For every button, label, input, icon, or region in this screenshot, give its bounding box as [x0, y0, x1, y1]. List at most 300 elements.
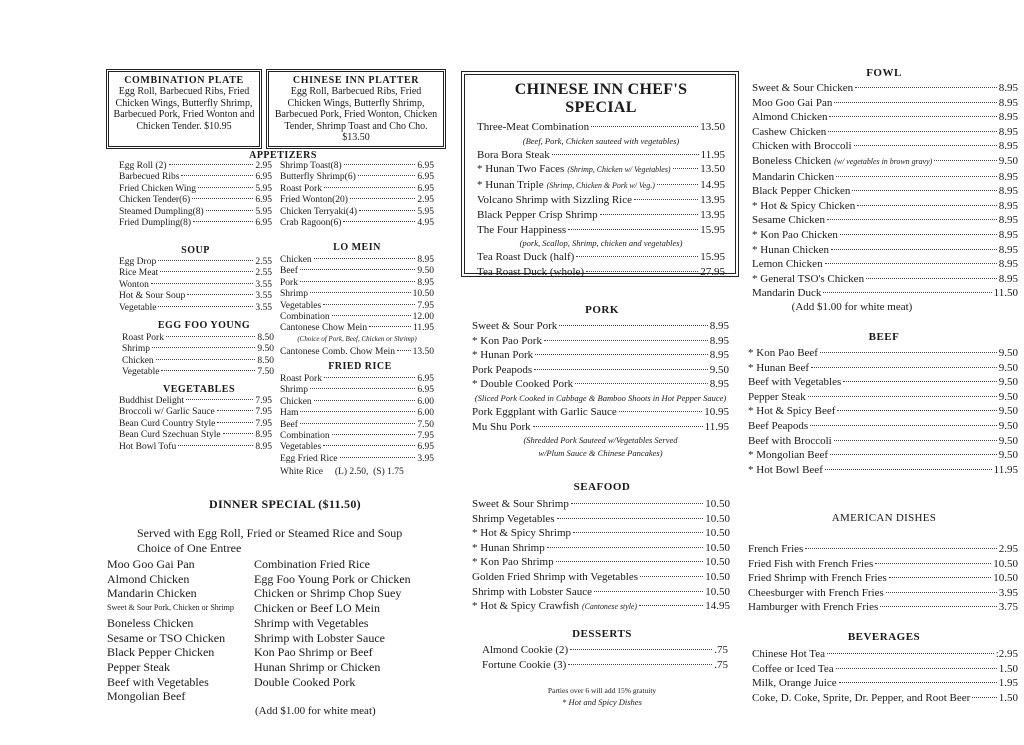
menu-item-row: [280, 195, 434, 206]
menu-item-price: 6.95: [417, 172, 434, 183]
menu-item-price: 14.95: [700, 178, 725, 191]
menu-item-name: Cantonese Chow Mein: [280, 323, 368, 334]
dot-leader: [310, 388, 415, 389]
dinner-choice: Moo Goo Gai Pan: [107, 557, 195, 571]
menu-item-name: Shrimp: [122, 344, 150, 355]
american-list: [748, 542, 1018, 615]
dot-leader: [559, 325, 708, 326]
dot-leader: [332, 315, 411, 316]
menu-item-price: 8.95: [709, 320, 729, 332]
menu-item-name: * Hunan Chicken: [752, 243, 829, 256]
menu-item-row: [280, 454, 434, 465]
menu-item-name: Lemon Chicken: [752, 258, 823, 271]
lo-mein-heading: LO MEIN: [333, 242, 381, 253]
menu-item-price: 8.95: [709, 378, 729, 391]
dot-leader: [350, 198, 415, 199]
dinner-special-intro: Served with Egg Roll, Fried or Steamed Rice and Soup: [137, 526, 403, 540]
american-heading: AMERICAN DISHES: [831, 512, 937, 524]
menu-item-price: 8.50: [257, 333, 274, 343]
dot-leader: [187, 294, 253, 295]
menu-item-price: 13.95: [700, 194, 725, 207]
dot-leader: [358, 175, 416, 176]
menu-item-row: [477, 120, 725, 135]
dinner-special-footer: (Add $1.00 for white meat): [255, 705, 376, 717]
item-note: (Beef, Pork, Chicken sauteed with vegetables): [522, 135, 680, 146]
menu-item-name: Black Pepper Chicken: [752, 185, 851, 198]
menu-item-row: [752, 139, 1018, 154]
dot-leader: [837, 410, 996, 411]
menu-item-price: 8.95: [998, 214, 1018, 227]
dinner-choice: Shrimp with Lobster Sauce: [254, 630, 385, 645]
menu-item-name: Barbecued Ribs: [119, 172, 180, 183]
menu-item-row: [119, 257, 272, 268]
menu-item-row: [280, 184, 434, 195]
menu-item-name: Pork Eggplant with Garlic Sauce: [472, 405, 617, 418]
chow-mein-note: (Choice of Pork, Beef, Chicken or Shrimp): [297, 335, 417, 343]
menu-item-row: [472, 570, 730, 585]
menu-item-name: Chinese Hot Tea: [752, 648, 825, 660]
menu-item-name: Almond Cookie (2): [482, 644, 569, 656]
menu-item-name: Three-Meat Combination: [477, 121, 590, 133]
menu-item-price: 13.50: [700, 121, 725, 133]
menu-item-price: 9.50: [417, 266, 434, 277]
dot-leader: [811, 367, 997, 368]
menu-item-name: * Double Cooked Pork: [472, 378, 574, 391]
dot-leader: [830, 454, 997, 455]
dot-leader: [300, 411, 415, 412]
dot-leader: [805, 548, 996, 549]
dot-leader: [855, 87, 997, 88]
dot-leader: [640, 576, 703, 577]
menu-item-row: [472, 405, 729, 420]
chinese-inn-platter-box: [266, 69, 446, 149]
dinner-choice: Kon Pao Shrimp or Beef: [254, 645, 373, 660]
dot-leader: [192, 198, 253, 199]
menu-item-price: 9.50: [998, 154, 1018, 167]
menu-item-name: Vegetables: [280, 442, 322, 453]
menu-item-name: Beef Peapods: [748, 419, 809, 432]
dot-leader: [836, 668, 997, 669]
menu-item-row: [119, 268, 272, 279]
beverages-list: [752, 647, 1018, 705]
menu-item-row: [477, 223, 725, 238]
dot-leader: [827, 219, 997, 220]
menu-item-row: [472, 526, 730, 541]
dot-leader: [934, 160, 997, 161]
menu-item-row: [472, 319, 729, 334]
menu-item-name: * General TSO's Chicken: [752, 272, 865, 285]
menu-item-row: [122, 333, 274, 344]
menu-item-name: Sweet & Sour Shrimp: [472, 498, 569, 510]
menu-item-price: 2.95: [998, 543, 1018, 555]
desserts-list: [482, 643, 728, 672]
menu-item-price: 11.95: [993, 463, 1018, 476]
dinner-choice: Mandarin Chicken: [107, 586, 197, 601]
dot-leader: [889, 577, 992, 578]
menu-item-row: [119, 407, 272, 418]
menu-item-row: [477, 208, 725, 223]
menu-item-row: [748, 404, 1018, 419]
menu-item-name: * Kon Pao Beef: [748, 347, 818, 359]
menu-item-name: Volcano Shrimp with Sizzling Rice: [477, 194, 633, 207]
menu-item-name: Fried Shrimp with French Fries: [748, 572, 887, 585]
menu-item-row: [752, 154, 1018, 170]
dot-leader: [568, 229, 698, 230]
dot-leader: [300, 269, 415, 270]
menu-item-name: Tea Roast Duck (half): [477, 251, 575, 264]
menu-item-row: [119, 207, 272, 218]
dot-leader: [181, 175, 253, 176]
dot-leader: [160, 271, 253, 272]
menu-item-name: Fried Wonton(20): [280, 195, 348, 206]
menu-item-price: 8.95: [998, 96, 1018, 109]
dot-leader: [547, 547, 704, 548]
menu-item-row: [752, 286, 1018, 301]
dinner-choice: Black Pepper Chicken: [107, 645, 215, 660]
menu-item-name: Shrimp with Lobster Sauce: [472, 585, 593, 598]
menu-item-price: 7.95: [255, 396, 272, 406]
menu-item-name: Combination: [280, 312, 330, 323]
menu-item-name: Egg Roll (2): [119, 161, 167, 171]
menu-item-row: [482, 643, 728, 658]
menu-item-price: 8.95: [417, 277, 434, 288]
menu-item-price: 1.50: [998, 691, 1018, 704]
dinner-choice: Almond Chicken: [107, 571, 190, 586]
menu-item-name: Steamed Dumpling(8): [119, 206, 204, 217]
menu-item-price: 15.95: [700, 223, 725, 236]
menu-item-price: 12.00: [412, 312, 434, 323]
dinner-choice: Boneless Chicken: [107, 615, 194, 630]
menu-item-name: Cashew Chicken: [752, 125, 827, 138]
menu-item-row: [472, 348, 729, 363]
menu-item-price: 9.50: [998, 361, 1018, 374]
menu-item-price: 8.50: [257, 355, 274, 366]
dot-leader: [834, 102, 996, 103]
menu-item-row: [748, 390, 1018, 405]
dot-leader: [568, 664, 712, 665]
dinner-choice: Combination Fried Rice: [254, 557, 370, 571]
menu-item-price: 8.95: [255, 441, 272, 452]
menu-item-row: [280, 408, 434, 419]
menu-item-price: 6.00: [417, 396, 434, 407]
dinner-choice: Pepper Steak: [107, 659, 170, 674]
menu-item-price: 6.95: [255, 195, 272, 206]
dot-leader: [314, 400, 416, 401]
dot-leader: [300, 423, 415, 424]
menu-item-name: Cheesburger with French Fries: [748, 586, 884, 599]
dot-leader: [880, 606, 997, 607]
menu-item-price: 11.50: [993, 287, 1018, 300]
dot-leader: [840, 234, 997, 235]
menu-item-price: 14.95: [705, 600, 730, 613]
chefs-special-list: [477, 120, 725, 279]
menu-item-row: [472, 363, 729, 378]
dot-leader: [343, 221, 415, 222]
menu-item-name: * Hot & Spicy Shrimp: [472, 527, 572, 540]
item-note: (pork, Scallop, Shrimp, chicken and vegetables): [519, 238, 683, 249]
menu-item-price: 2.95: [255, 161, 272, 171]
menu-item-row: [477, 250, 725, 265]
item-note: w/Plum Sauce & Chinese Pancakes): [538, 448, 663, 459]
menu-item-row: [752, 647, 1018, 662]
dot-leader: [533, 426, 703, 427]
menu-item-row: [752, 243, 1018, 258]
menu-item-row: [119, 161, 272, 172]
menu-item-row: [280, 266, 434, 277]
menu-item-price: 10.50: [705, 541, 730, 554]
dot-leader: [217, 422, 253, 423]
dot-leader: [332, 434, 416, 435]
combination-plate-title: COMBINATION PLATE: [124, 75, 244, 86]
menu-item-row: [122, 367, 274, 378]
menu-item-name: Mandarin Duck: [752, 287, 822, 300]
menu-item-name: Vegetables: [280, 300, 322, 311]
menu-item-price: 5.95: [255, 183, 272, 194]
menu-item-row: [119, 430, 272, 441]
menu-item-name: Ham: [280, 408, 299, 419]
dot-leader: [834, 440, 997, 441]
menu-item-row: [748, 419, 1018, 434]
dot-leader: [161, 370, 255, 371]
menu-item-row: [752, 676, 1018, 691]
menu-item-name: Hot & Sour Soup: [119, 291, 186, 302]
menu-item-row: [748, 557, 1018, 572]
menu-item-name: * Hunan Triple: [477, 178, 544, 191]
menu-item-price: 6.95: [417, 161, 434, 171]
menu-item-name: Sweet & Sour Pork: [472, 320, 558, 332]
dot-leader: [886, 592, 997, 593]
menu-item-name: * Hot & Spicy Beef: [748, 405, 836, 418]
menu-item-price: 8.95: [709, 334, 729, 347]
menu-item-row: [280, 385, 434, 396]
dot-leader: [600, 214, 699, 215]
menu-item-name: Chicken: [122, 355, 154, 366]
menu-item-price: 8.95: [998, 185, 1018, 198]
menu-item-name: Shrimp Vegetables: [472, 512, 555, 525]
menu-item-price: 10.50: [705, 527, 730, 540]
menu-item-row: [280, 207, 434, 218]
beef-heading: BEEF: [868, 331, 900, 343]
menu-item-row: [280, 289, 434, 300]
menu-item-name: Bean Curd Country Style: [119, 418, 216, 429]
soup-list: [119, 257, 272, 314]
cantonese-comb-chow-mein-row: Cantonese Comb. Chow Mein 13.50: [280, 347, 434, 357]
menu-item-price: 9.50: [998, 405, 1018, 418]
menu-item-price: 8.95: [255, 430, 272, 441]
menu-item-row: [119, 184, 272, 195]
dot-leader: [166, 336, 255, 337]
menu-item-price: 9.50: [998, 434, 1018, 447]
menu-item-row: [477, 178, 725, 194]
dot-leader: [324, 377, 415, 378]
menu-item-price: 8.95: [998, 199, 1018, 212]
menu-item-name: Beef: [280, 266, 298, 277]
dot-leader: [576, 256, 698, 257]
dot-leader: [152, 347, 255, 348]
menu-item-row: [748, 571, 1018, 586]
menu-item-row: [119, 195, 272, 206]
desserts-heading: DESSERTS: [572, 628, 632, 640]
menu-item-row: [752, 691, 1018, 706]
dot-leader: [570, 649, 712, 650]
menu-item-price: 9.50: [998, 449, 1018, 462]
menu-item-name: * Hot Bowl Beef: [748, 463, 823, 476]
menu-item-price: 9.50: [998, 347, 1018, 359]
dot-leader: [854, 145, 997, 146]
menu-item-price: 7.50: [257, 367, 274, 378]
menu-item-price: .75: [714, 644, 728, 656]
menu-item-price: 10.50: [705, 556, 730, 569]
menu-item-row: [280, 218, 434, 229]
menu-item-name: Chicken: [280, 396, 312, 407]
item-note: (Shredded Pork Sauteed w/Vegetables Served: [523, 435, 678, 446]
menu-item-name: Chicken Tender(6): [119, 195, 191, 206]
menu-item-row: [280, 312, 434, 323]
menu-item-name: Roast Pork: [280, 374, 322, 384]
menu-item-row: [748, 448, 1018, 463]
white-rice-line: White Rice (L) 2.50, (S) 1.75: [280, 467, 404, 477]
menu-item-price: 5.95: [417, 206, 434, 217]
menu-item-row: [752, 110, 1018, 125]
menu-item-name: * Kon Pao Pork: [472, 334, 542, 347]
dot-leader: [831, 249, 997, 250]
menu-item-name: * Hunan Beef: [748, 361, 810, 374]
menu-item-price: 4.95: [417, 218, 434, 229]
menu-item-price: 2.95: [417, 195, 434, 206]
menu-item-price: 11.95: [412, 323, 434, 334]
menu-item-price: 27.95: [700, 265, 725, 278]
menu-item-name: Egg Fried Rice: [280, 453, 338, 464]
menu-item-row: [119, 396, 272, 407]
menu-item-price: 6.95: [417, 374, 434, 384]
menu-item-price: 10.50: [412, 289, 434, 300]
menu-item-price: 8.95: [998, 228, 1018, 241]
menu-item-price: 8.95: [998, 243, 1018, 256]
menu-item-row: [122, 356, 274, 367]
menu-item-price: 3.75: [998, 601, 1018, 614]
dot-leader: [573, 532, 703, 533]
menu-item-name: Pork: [280, 277, 298, 288]
seafood-heading: SEAFOOD: [573, 481, 631, 493]
menu-item-row: [752, 96, 1018, 111]
dot-leader: [156, 359, 256, 360]
dot-leader: [324, 187, 415, 188]
menu-item-row: [280, 172, 434, 183]
menu-item-name: * Hunan Shrimp: [472, 541, 545, 554]
menu-item-price: 2.55: [255, 257, 272, 267]
menu-item-price: 8.95: [998, 170, 1018, 183]
dot-leader: [575, 383, 708, 384]
menu-item-row: [280, 278, 434, 289]
menu-item-name: Fried Dumpling(8): [119, 218, 192, 229]
menu-item-row: [752, 125, 1018, 140]
spicy-footnote: * Hot and Spicy Dishes: [562, 697, 642, 707]
menu-item-name: * Hunan Pork: [472, 349, 534, 362]
menu-item-row: [122, 344, 274, 355]
menu-item-name: French Fries: [748, 543, 804, 555]
menu-item-name: Vegetable: [122, 367, 160, 378]
menu-item-price: 10.50: [705, 570, 730, 583]
menu-item-name: Butterfly Shrimp(6): [280, 172, 356, 183]
menu-item-note: (Shrimp, Chicken & Pork w/ Veg.): [546, 180, 655, 190]
dot-leader: [310, 292, 411, 293]
menu-item-price: 11.95: [700, 148, 725, 161]
dot-leader: [544, 340, 708, 341]
pork-list: [472, 319, 729, 460]
menu-item-row: [472, 512, 730, 527]
menu-item-row: [752, 662, 1018, 677]
menu-item-name: Coke, D. Coke, Sprite, Dr. Pepper, and Root Beer: [752, 691, 971, 704]
menu-item-name: Beef with Vegetables: [748, 376, 842, 389]
menu-item-name: Beef with Broccoli: [748, 434, 832, 447]
menu-item-name: Beef: [280, 419, 298, 430]
dot-leader: [594, 591, 703, 592]
menu-item-row: [280, 255, 434, 266]
menu-item-price: 9.50: [998, 419, 1018, 432]
menu-item-price: 8.95: [998, 258, 1018, 271]
menu-item-price: 8.95: [998, 82, 1018, 94]
menu-item-price: 10.50: [705, 498, 730, 510]
menu-item-price: 8.95: [998, 111, 1018, 124]
menu-item-row: [748, 346, 1018, 361]
menu-item-name: Chicken: [280, 255, 312, 265]
menu-item-price: 7.95: [417, 431, 434, 442]
dot-leader: [193, 221, 253, 222]
dinner-choice: Mongolian Beef: [107, 689, 186, 704]
menu-item-row: [477, 193, 725, 208]
chefs-special-box: [461, 71, 739, 277]
dot-leader: [825, 469, 992, 470]
dot-leader: [810, 425, 997, 426]
dot-leader: [300, 281, 415, 282]
menu-item-name: Coffee or Iced Tea: [752, 662, 834, 675]
dot-leader: [556, 561, 704, 562]
menu-item-price: 10.50: [993, 572, 1018, 585]
menu-item-name: Broccoli w/ Garlic Sauce: [119, 407, 215, 418]
menu-item-price: 8.95: [998, 140, 1018, 153]
menu-item-price: 3.55: [255, 291, 272, 302]
dot-leader: [619, 411, 702, 412]
dinner-choice: Sweet & Sour Pork, Chicken or Shrimp: [107, 603, 234, 613]
lo-mein-list: [280, 255, 434, 335]
dinner-special-heading: DINNER SPECIAL ($11.50): [209, 497, 361, 511]
menu-item-price: 15.95: [700, 251, 725, 264]
menu-item-row: [477, 162, 725, 178]
menu-item-name: Mu Shu Pork: [472, 420, 531, 433]
menu-item-name: Combination: [280, 431, 330, 442]
dot-leader: [552, 154, 699, 155]
menu-item-name: Moo Goo Gai Pan: [752, 96, 833, 109]
menu-item-price: 3.95: [998, 586, 1018, 599]
menu-item-name: Black Pepper Crisp Shrimp: [477, 208, 598, 221]
menu-item-name: Bean Curd Szechuan Style: [119, 430, 221, 441]
menu-item-name: Pepper Steak: [748, 390, 806, 403]
combination-plate-description: Egg Roll, Barbecued Ribs, Fried Chicken Wings, Butterfly Shrimp, Barbecued Pork, Fried Wonton and Chicken Tender.: [113, 86, 255, 132]
egg-foo-young-heading: EGG FOO YOUNG: [157, 320, 251, 331]
menu-item-price: 6.95: [417, 442, 434, 453]
menu-item-row: [280, 397, 434, 408]
menu-item-price: 8.95: [417, 255, 434, 265]
fowl-list: [752, 81, 1018, 301]
menu-item-price: 7.95: [255, 418, 272, 429]
menu-item-price: 6.95: [417, 183, 434, 194]
menu-item-price: 7.50: [417, 419, 434, 430]
appetizers-right-list: [280, 161, 434, 229]
item-note: (Sliced Pork Cooked in Cabbage & Bamboo Shoots in Hot Pepper Sauce): [474, 392, 727, 403]
dot-leader: [586, 271, 698, 272]
dot-leader: [169, 164, 254, 165]
menu-item-row: [748, 600, 1018, 615]
